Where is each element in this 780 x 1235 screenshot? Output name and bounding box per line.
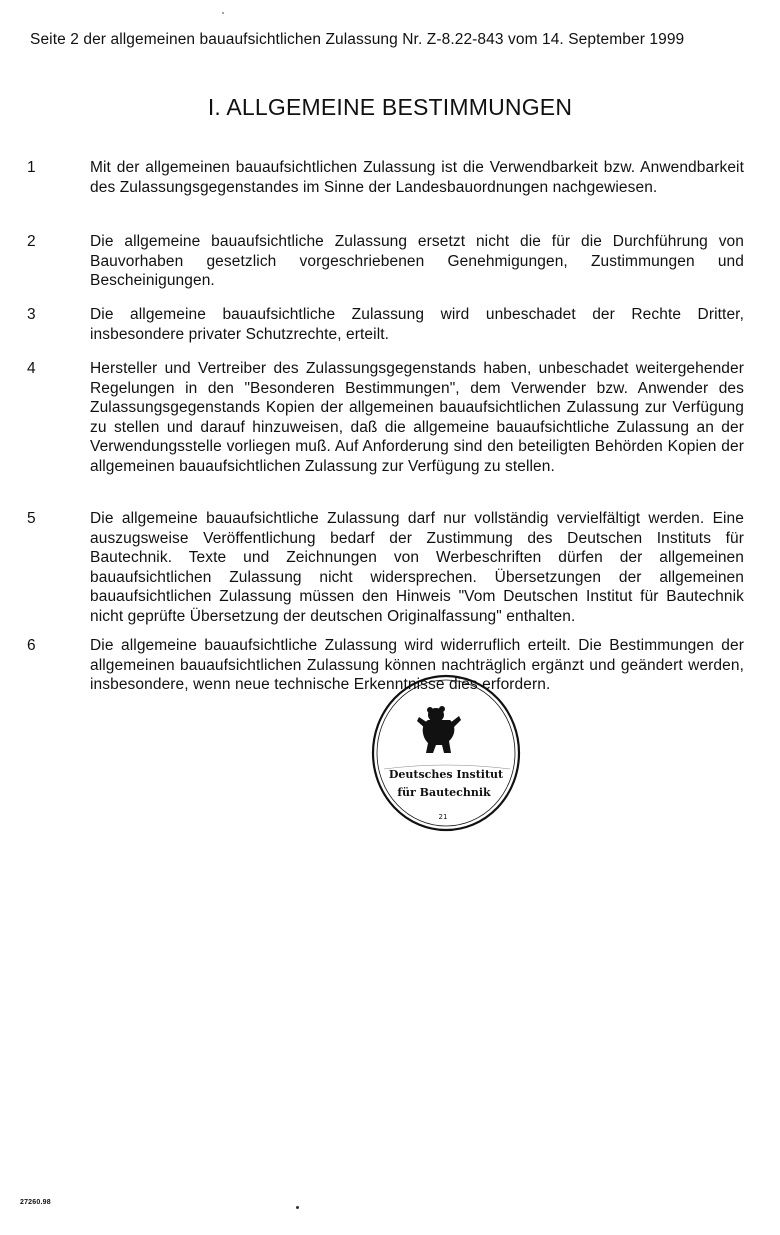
- scan-speck: [296, 1206, 299, 1209]
- page-header: Seite 2 der allgemeinen bauaufsichtlichen Zulassung Nr. Z-8.22-843 vom 14. September 1999: [30, 31, 685, 48]
- official-seal: [370, 673, 522, 833]
- paragraph-text: Die allgemeine bauaufsichtliche Zulassung darf nur vollständig vervielfältigt werden. Eine auszugsweise Veröffentlichung bedarf der Zustimmung des Deutschen Instituts für Bautechnik. Texte und Zeichnungen von Werbeschriften dürfen der allgemeinen bauaufsichtlichen Zulassung nicht widersprechen. Übersetzungen der allgemeinen bauaufsichtlichen Zulassung müssen den Hinweis "Vom Deutschen Institut für Bautechnik nicht geprüfte Übersetzung der deutschen Originalfassung" enthalten.: [90, 510, 744, 625]
- seal-graphic: [370, 673, 522, 833]
- section-title: I. ALLGEMEINE BESTIMMUNGEN: [207, 94, 573, 120]
- paragraph-text: Die allgemeine bauaufsichtliche Zulassung wird widerruflich erteilt. Die Bestimmungen der allgemeinen bauaufsichtlichen Zulassung können nachträglich ergänzt und geändert werden, insbesondere, wenn neue technische Erkenntnisse dies erfordern.: [90, 637, 744, 693]
- paragraph-text: Die allgemeine bauaufsichtliche Zulassung wird unbeschadet der Rechte Dritter, insbesondere privater Schutzrechte, erteilt.: [90, 306, 744, 343]
- paragraph-number: 5: [27, 510, 36, 527]
- paragraph-number: 6: [27, 637, 36, 654]
- seal-text-line1: Deutsches Institut: [388, 768, 504, 781]
- paragraph-text: Mit der allgemeinen bauaufsichtlichen Zulassung ist die Verwendbarkeit bzw. Anwendbarkeit des Zulassungsgegenstandes im Sinne der Landesbauordnungen nachgewiesen.: [90, 159, 744, 196]
- bear-icon: [417, 706, 461, 753]
- scan-speck: [222, 12, 224, 14]
- footer-code: 27260.98: [20, 1199, 51, 1206]
- paragraph-text: Die allgemeine bauaufsichtliche Zulassung ersetzt nicht die für die Durchführung von Bauvorhaben gesetzlich vorgeschriebenen Genehmigungen, Zustimmungen und Bescheinigungen.: [90, 233, 744, 289]
- paragraph-number: 2: [27, 233, 36, 250]
- paragraph-number: 3: [27, 306, 36, 323]
- paragraph-number: 1: [27, 159, 36, 176]
- paragraph-number: 4: [27, 360, 36, 377]
- paragraph-text: Hersteller und Vertreiber des Zulassungsgegenstands haben, unbeschadet weitergehender Regelungen in den "Besonderen Bestimmungen", dem Verwender bzw. Anwender des Zulassungsgegenstands Kopien der allgemeinen bauaufsichtlichen Zulassung zur Verfügung zu stellen und darauf hinzuweisen, daß die allgemeine bauaufsichtliche Zulassung an der Verwendungsstelle vorliegen muß. Auf Anforderung sind den beteiligten Behörden Kopien der allgemeinen bauaufsichtlichen Zulassung zur Verfügung zu stellen.: [90, 360, 744, 475]
- seal-number: 21: [438, 813, 448, 821]
- seal-text-line2: für Bautechnik: [397, 786, 491, 799]
